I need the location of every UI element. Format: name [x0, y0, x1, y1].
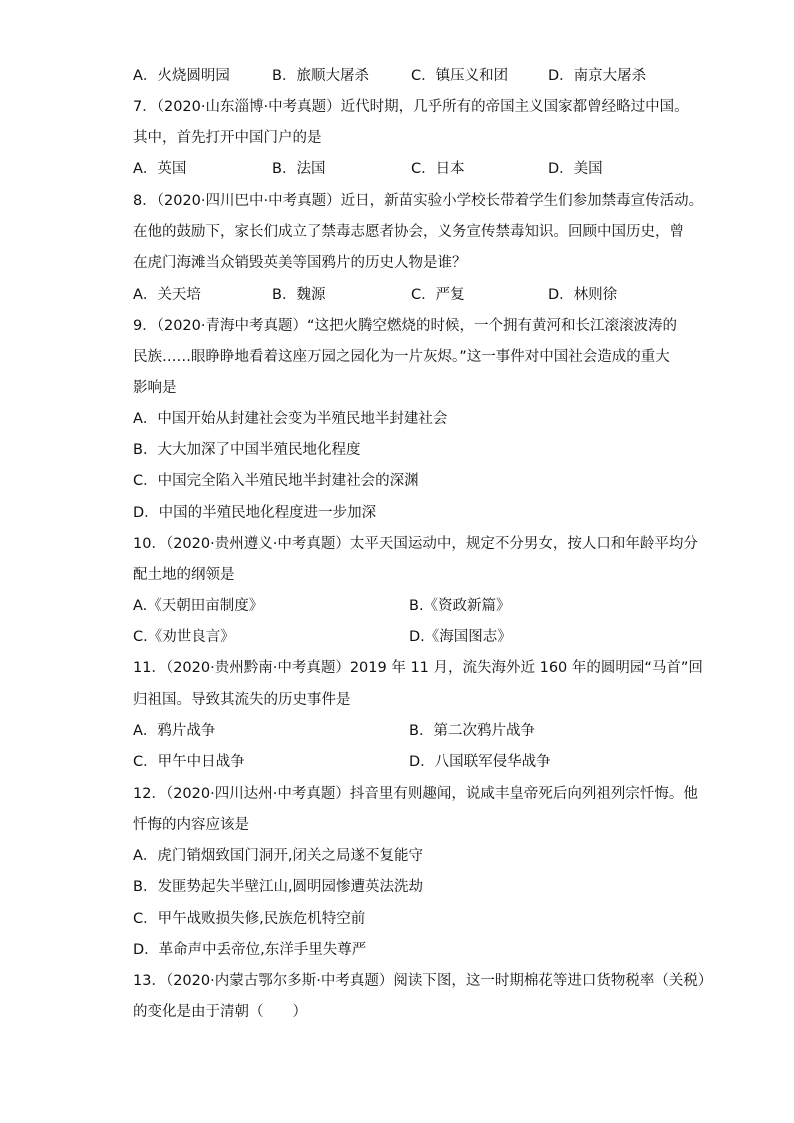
q12-option-c: C．甲午战败损失修,民族危机特空前 — [133, 911, 366, 927]
q9-option-c: C．中国完全陷入半殖民地半封建社会的深渊 — [133, 473, 419, 489]
q7-option-a: A．英国 — [133, 161, 187, 177]
q12-stem-line-1: 12．（2020·四川达州·中考真题）抖音里有则趣闻，说咸丰皇帝死后向列祖列宗忏悔。他 — [133, 786, 698, 802]
q13-stem-line-2: 的变化是由于清朝（ ） — [133, 1004, 307, 1020]
q8-stem-line-3: 在虎门海滩当众销毁英美等国鸦片的历史人物是谁？ — [133, 255, 467, 271]
q8-stem-line-1: 8．（2020·四川巴中·中考真题）近日，新苗实验小学校长带着学生们参加禁毒宣传活动。 — [133, 193, 704, 209]
q10-option-b: B.《资政新篇》 — [409, 598, 511, 614]
q9-option-d: D．中国的半殖民地化程度进一步加深 — [133, 505, 377, 521]
q13-stem-line-1: 13．（2020·内蒙古鄂尔多斯·中考真题）阅读下图，这一时期棉花等进口货物税率（关税） — [133, 973, 713, 989]
q6-option-c: C．镇压义和团 — [411, 68, 509, 84]
q9-stem-line-3: 影响是 — [133, 380, 177, 396]
q7-stem-line-2: 其中，首先打开中国门户的是 — [133, 130, 322, 146]
q11-stem-line-2: 归祖国。导致其流失的历史事件是 — [133, 692, 351, 708]
q7-option-d: D．美国 — [548, 161, 603, 177]
q12-stem-line-2: 忏悔的内容应该是 — [133, 817, 249, 833]
q9-stem-line-1: 9．（2020·青海中考真题）“这把火腾空燃烧的时候，一个拥有黄河和长江滚滚波涛的 — [133, 318, 677, 334]
q12-option-d: D．革命声中丢帝位,东洋手里失尊严 — [133, 942, 367, 958]
q11-option-c: C．甲午中日战争 — [133, 754, 245, 770]
q11-option-a: A．鸦片战争 — [133, 723, 216, 739]
q8-stem-line-2: 在他的鼓励下，家长们成立了禁毒志愿者协会，义务宣传禁毒知识。回顾中国历史，曾 — [133, 224, 684, 240]
q6-option-b: B．旅顺大屠杀 — [272, 68, 369, 84]
q10-option-c: C.《劝世良言》 — [133, 629, 235, 645]
q8-option-b: B．魏源 — [272, 287, 326, 303]
q11-option-d: D．八国联军侵华战争 — [409, 754, 551, 770]
q10-option-d: D.《海国图志》 — [409, 629, 512, 645]
q9-stem-line-2: 民族……眼睁睁地看着这座万园之园化为一片灰烬。”这一事件对中国社会造成的重大 — [133, 349, 670, 365]
q12-option-b: B．发匪势起失半壁江山,圆明园惨遭英法洗劫 — [133, 879, 424, 895]
q9-option-a: A．中国开始从封建社会变为半殖民地半封建社会 — [133, 411, 448, 427]
q11-stem-line-1: 11．（2020·贵州黔南·中考真题）2019 年 11 月，流失海外近 160 年的圆明园“马首”回 — [133, 660, 703, 676]
q8-option-d: D．林则徐 — [548, 287, 618, 303]
q8-option-a: A．关天培 — [133, 287, 201, 303]
q10-stem-line-1: 10．（2020·贵州遵义·中考真题）太平天国运动中，规定不分男女，按人口和年龄平均分 — [133, 536, 698, 552]
q7-option-b: B．法国 — [272, 161, 326, 177]
q6-option-a: A．火烧圆明园 — [133, 68, 230, 84]
q8-option-c: C．严复 — [411, 287, 465, 303]
q10-option-a: A.《天朝田亩制度》 — [133, 598, 264, 614]
q11-option-b: B．第二次鸦片战争 — [409, 723, 535, 739]
q12-option-a: A．虎门销烟致国门洞开,闭关之局遂不复能守 — [133, 848, 424, 864]
q9-option-b: B．大大加深了中国半殖民地化程度 — [133, 442, 361, 458]
q6-option-d: D．南京大屠杀 — [548, 68, 647, 84]
q7-stem-line-1: 7．（2020·山东淄博·中考真题）近代时期，几乎所有的帝国主义国家都曾经略过中国。 — [133, 99, 689, 115]
q10-stem-line-2: 配土地的纲领是 — [133, 567, 235, 583]
q7-option-c: C．日本 — [411, 161, 465, 177]
